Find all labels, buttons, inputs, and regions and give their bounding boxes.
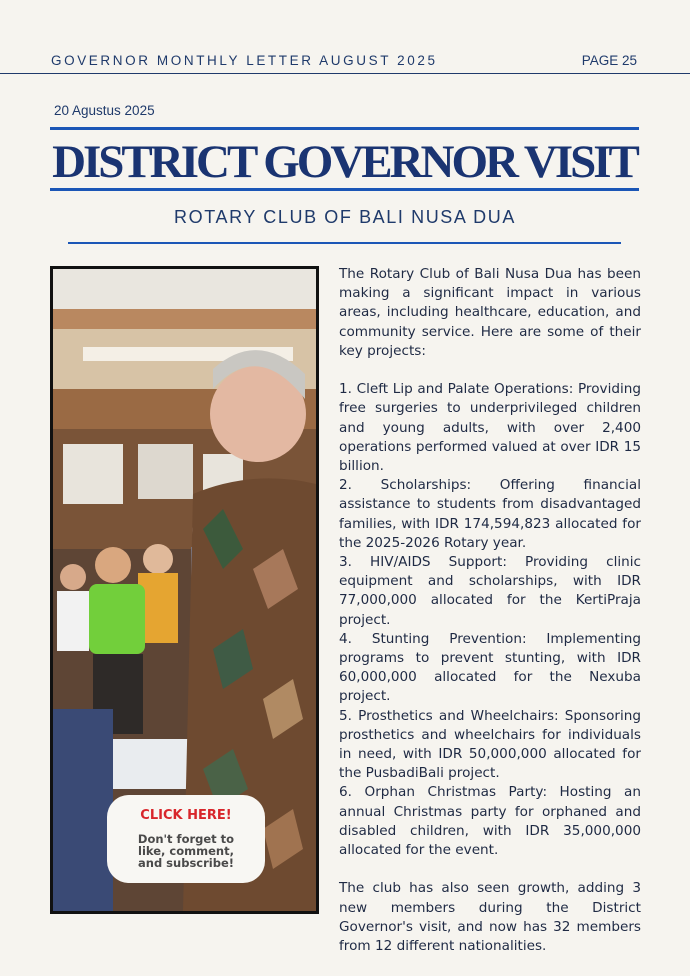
subscribe-reminder: Don't forget to like, comment, and subscribe! <box>137 832 235 870</box>
page-number: PAGE 25 <box>581 53 637 68</box>
article-subtitle: ROTARY CLUB OF BALI NUSA DUA <box>174 207 516 227</box>
title-rule-top <box>50 127 639 130</box>
newsletter-title: GOVERNOR MONTHLY LETTER AUGUST 2025 <box>51 53 438 68</box>
header-divider <box>0 73 690 74</box>
project-item-1: 1. Cleft Lip and Palate Operations: Providing free surgeries to underprivileged children and young adults, with over 2,400 operations performed valued at over IDR 15 billion. <box>339 381 641 475</box>
article-body <box>339 265 641 956</box>
project-item-3: 3. HIV/AIDS Support: Providing clinic equipment and scholarships, with IDR 77,000,000 allocated for the KertiPraja project. <box>339 554 641 628</box>
project-item-4: 4. Stunting Prevention: Implementing programs to prevent stunting, with IDR 60,000,000 allocated for the Nexuba project. <box>339 630 641 705</box>
article-date: 20 Agustus 2025 <box>54 103 155 118</box>
click-here-label[interactable]: CLICK HERE! <box>140 808 232 823</box>
title-rule-bottom <box>50 188 639 191</box>
project-item-6: 6. Orphan Christmas Party: Hosting an annual Christmas party for orphaned and disabled children, with IDR 35,000,000 allocated for the event. <box>339 784 641 859</box>
article-title: DISTRICT GOVERNOR VISIT <box>52 136 637 188</box>
project-item-2: 2. Scholarships: Offering financial assistance to students from disadvantaged families, with IDR 174,594,823 allocated for the 2025-2026 Rotary year. <box>339 477 641 551</box>
click-here-callout[interactable] <box>107 795 265 883</box>
page-header <box>0 0 690 74</box>
article-closing: The club has also seen growth, adding 3 new members during the District Governor's visit, and now has 32 members from 12 different nationalities. <box>339 880 641 955</box>
subtitle-rule <box>68 242 621 244</box>
article-intro: The Rotary Club of Bali Nusa Dua has been making a significant impact in various areas, including healthcare, education, and community service. Here are some of their key projects: <box>339 266 641 359</box>
project-item-5: 5. Prosthetics and Wheelchairs: Sponsoring prosthetics and wheelchairs for individuals in need, with IDR 50,000,000 allocated for the PusbadiBali project. <box>339 707 641 782</box>
